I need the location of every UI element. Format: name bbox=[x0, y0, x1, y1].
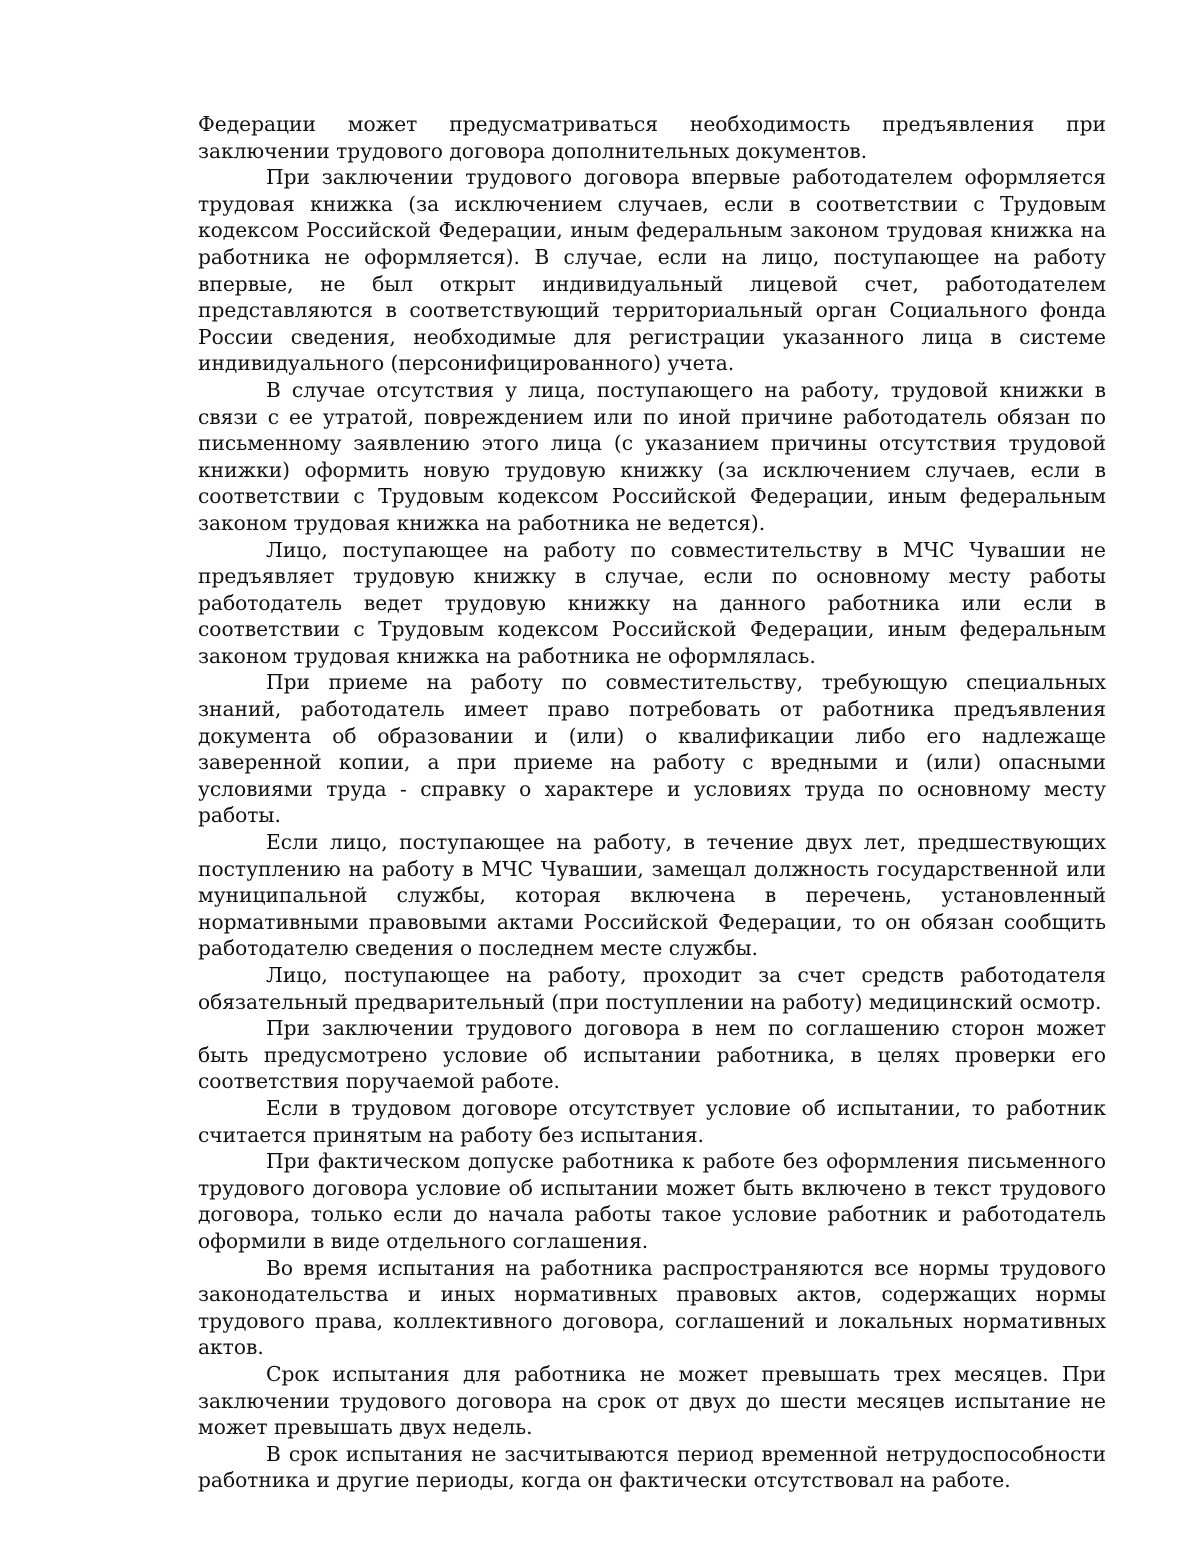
paragraph-continuation: Федерации может предусматриваться необходимость предъявления при заключении трудового договора дополнительных документов. bbox=[198, 112, 1106, 163]
paragraph: Лицо, поступающее на работу, проходит за счет средств работодателя обязательный предварительный (при поступлении на работу) медицинский осмотр. bbox=[198, 963, 1106, 1014]
paragraph: Во время испытания на работника распространяются все нормы трудового законодательства и иных нормативных правовых актов, содержащих нормы трудового права, коллективного договора, соглашений и локальных нормативных актов. bbox=[198, 1255, 1106, 1360]
paragraph: Если лицо, поступающее на работу, в течение двух лет, предшествующих поступлению на работу в МЧС Чувашии, замещал должность государственной или муниципальной службы, которая включена в перечень, установленный нормативными правовыми актами Российской Федерации, то он обязан сообщить работодателю сведения о последнем месте службы. bbox=[198, 830, 1106, 961]
document-body bbox=[198, 111, 1106, 1494]
paragraph: При приеме на работу по совместительству, требующую специальных знаний, работодатель имеет право потребовать от работника предъявления документа об образовании и (или) о квалификации либо его надлежаще заверенной копии, а при приеме на работу с вредными и (или) опасными условиями труда - справку о характере и условиях труда по основному месту работы. bbox=[198, 670, 1106, 828]
paragraph: В случае отсутствия у лица, поступающего на работу, трудовой книжки в связи с ее утратой, повреждением или по иной причине работодатель обязан по письменному заявлению этого лица (с указанием причины отсутствия трудовой книжки) оформить новую трудовую книжку (за исключением случаев, если в соответствии с Трудовым кодексом Российской Федерации, иным федеральным законом трудовая книжка на работника не ведется). bbox=[198, 377, 1106, 535]
paragraph: Лицо, поступающее на работу по совместительству в МЧС Чувашии не предъявляет трудовую книжку в случае, если по основному месту работы работодатель ведет трудовую книжку на данного работника или если в соответствии с Трудовым кодексом Российской Федерации, иным федеральным законом трудовая книжка на работника не оформлялась. bbox=[198, 537, 1106, 668]
paragraph: Срок испытания для работника не может превышать трех месяцев. При заключении трудового договора на срок от двух до шести месяцев испытание не может превышать двух недель. bbox=[198, 1361, 1106, 1440]
paragraph: Если в трудовом договоре отсутствует условие об испытании, то работник считается принятым на работу без испытания. bbox=[198, 1095, 1106, 1147]
paragraph: В срок испытания не засчитываются период временной нетрудоспособности работника и другие периоды, когда он фактически отсутствовал на работе. bbox=[198, 1441, 1106, 1493]
paragraph: При заключении трудового договора впервые работодателем оформляется трудовая книжка (за исключением случаев, если в соответствии с Трудовым кодексом Российской Федерации, иным федеральным законом трудовая книжка на работника не оформляется). В случае, если на лицо, поступающее на работу впервые, не был открыт индивидуальный лицевой счет, работодателем представляются в соответствующий территориальный орган Социального фонда России сведения, необходимые для регистрации указанного лица в системе индивидуального (персонифицированного) учета. bbox=[198, 165, 1106, 376]
paragraph: При заключении трудового договора в нем по соглашению сторон может быть предусмотрено условие об испытании работника, в целях проверки его соответствия поручаемой работе. bbox=[198, 1016, 1106, 1094]
paragraph: При фактическом допуске работника к работе без оформления письменного трудового договора условие об испытании может быть включено в текст трудового договора, только если до начала работы такое условие работник и работодатель оформили в виде отдельного соглашения. bbox=[198, 1149, 1106, 1253]
